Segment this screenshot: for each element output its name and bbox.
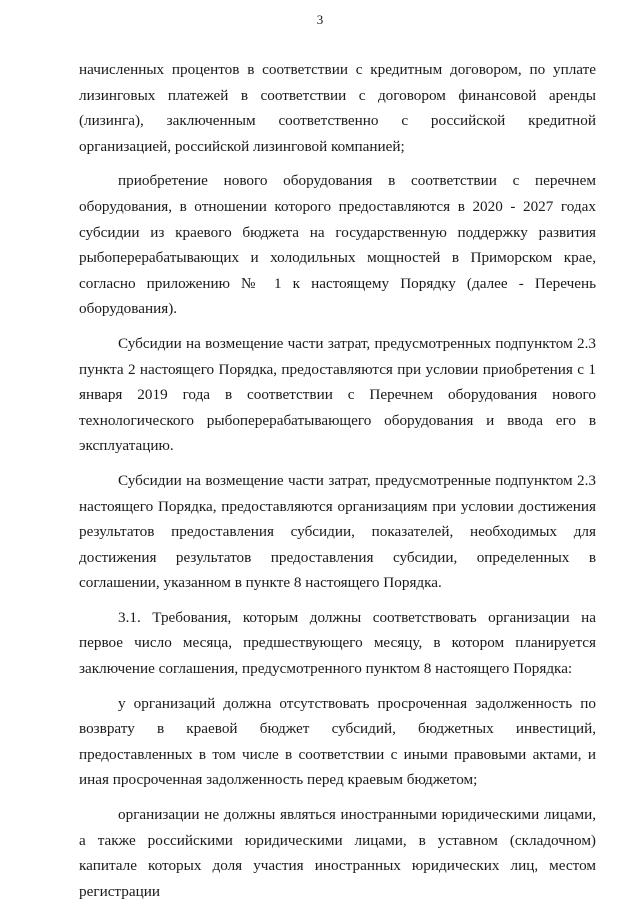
paragraph-equipment-purchase: приобретение нового оборудования в соответствии с перечнем оборудования, в отношении которого предоставляются в 2020 - 2027 годах субсидии из краевого бюджета на государственную поддержку развития рыбоперерабатывающих и холодильных мощностей в Приморском крае, согласно приложению № 1 к настоящему Порядку (далее - Перечень оборудования). bbox=[79, 172, 596, 318]
paragraph-subsidy-condition-purchase: Субсидии на возмещение части затрат, предусмотренных подпунктом 2.3 пункта 2 настоящего Порядка, предоставляются при условии приобретения с 1 января 2019 года в соответствии с Перечнем оборудования нового технологического рыбоперерабатывающего оборудования и ввода его в эксплуатацию. bbox=[79, 334, 596, 455]
paragraph-requirements-3-1: 3.1. Требования, которым должны соответствовать организации на первое число месяца, предшествующего месяцу, в котором планируется заключение соглашения, предусмотренного пунктом 8 настоящего Порядка: bbox=[79, 608, 596, 678]
paragraph-subsidy-condition-results: Субсидии на возмещение части затрат, предусмотренные подпунктом 2.3 настоящего Порядка, предоставляются организациям при условии достижения результатов предоставления субсидии, показателей, необходимых для достижения результатов предоставления субсидии, определенных в соглашении, указанном в пункте 8 настоящего Порядка. bbox=[79, 471, 596, 592]
page-number: 3 bbox=[316, 12, 324, 27]
paragraph-not-foreign-entity: организации не должны являться иностранными юридическими лицами, а также российскими юридическими лицами, в уставном (складочном) капитале которых доля участия иностранных юридических лиц, местом регистрации bbox=[79, 806, 596, 900]
paragraph-no-overdue-debt: у организаций должна отсутствовать просроченная задолженность по возврату в краевой бюджет субсидий, бюджетных инвестиций, предоставленных в том числе в соответствии с иными правовыми актами, и иная просроченная задолженность перед краевым бюджетом; bbox=[79, 694, 596, 789]
document-body bbox=[79, 57, 596, 904]
paragraph-interest-leasing: начисленных процентов в соответствии с кредитным договором, по уплате лизинговых платежей в соответствии с договором финансовой аренды (лизинга), заключенным соответственно с российской кредитной организацией, российской лизинговой компанией; bbox=[79, 61, 596, 155]
